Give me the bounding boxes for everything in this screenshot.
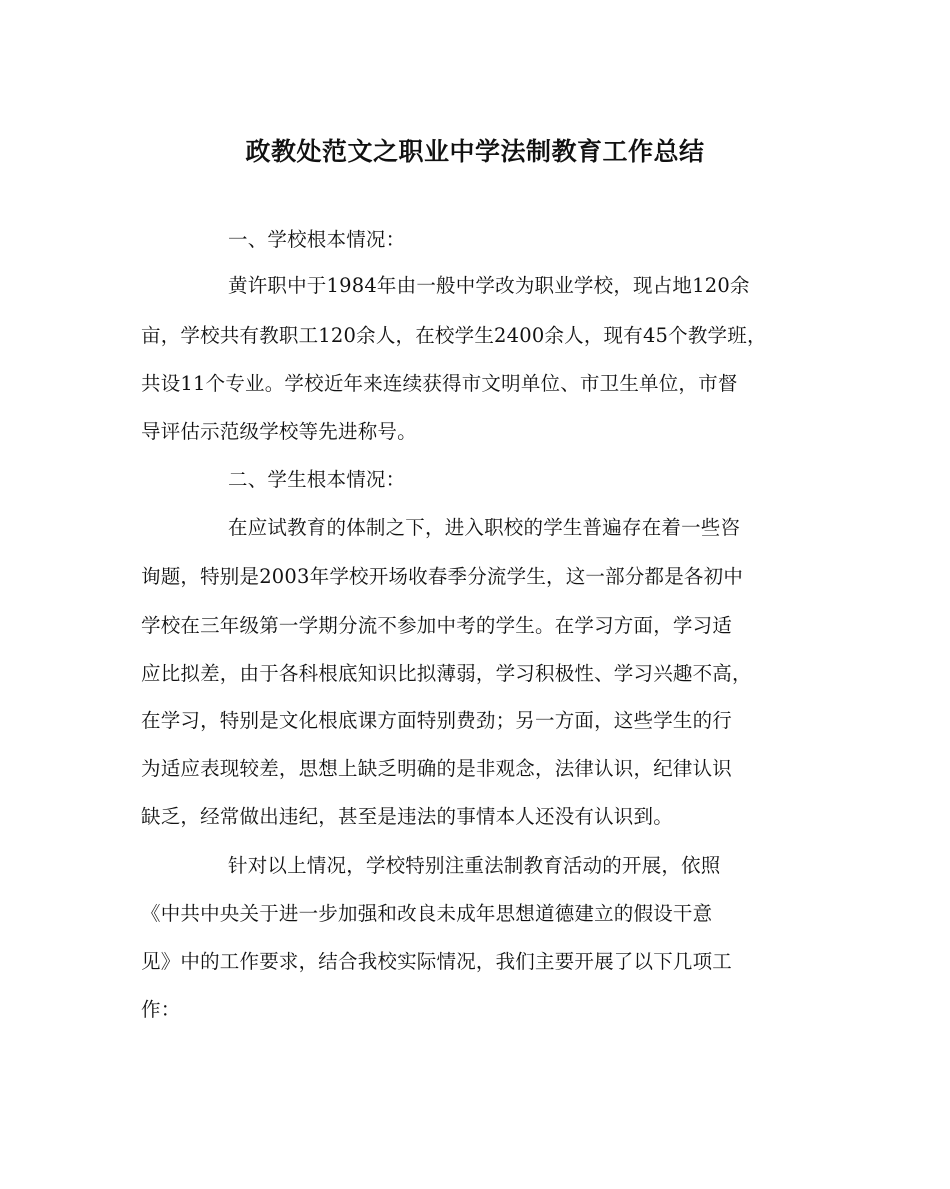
section-heading-1: 一、学校根本情况： [228,228,406,251]
paragraph-line: 在学习，特别是文化根底课方面特别费劲；另一方面，这些学生的行 [141,709,733,732]
paragraph-line: 亩，学校共有教职工120余人，在校学生2400余人，现有45个教学班， [141,324,767,347]
paragraph-line: 在应试教育的体制之下，进入职校的学生普遍存在着一些咨 [228,516,741,539]
paragraph-line: 作： [141,998,181,1021]
paragraph-line: 见》中的工作要求，结合我校实际情况，我们主要开展了以下几项工 [141,950,733,973]
paragraph-line: 针对以上情况，学校特别注重法制教育活动的开展，依照 [228,854,721,877]
paragraph-line: 学校在三年级第一学期分流不参加中考的学生。在学习方面，学习适 [141,614,733,637]
paragraph-line: 为适应表现较差，思想上缺乏明确的是非观念，法律认识，纪律认识 [141,757,733,780]
paragraph-line: 共设11个专业。学校近年来连续获得市文明单位、市卫生单位，市督 [141,372,738,395]
paragraph-line: 《中共中央关于进一步加强和改良未成年思想道德建立的假设干意 [141,902,713,925]
paragraph-line: 询题，特别是2003年学校开场收春季分流学生，这一部分都是各初中 [141,565,744,588]
paragraph-line: 缺乏，经常做出违纪，甚至是违法的事情本人还没有认识到。 [141,805,673,828]
document-title: 政教处范文之职业中学法制教育工作总结 [245,137,705,166]
paragraph-line: 黄许职中于1984年由一般中学改为职业学校，现占地120余 [228,274,750,297]
paragraph-line: 导评估示范级学校等先进称号。 [141,420,417,443]
paragraph-line: 应比拟差，由于各科根底知识比拟薄弱，学习积极性、学习兴趣不高， [141,662,752,685]
section-heading-2: 二、学生根本情况： [228,468,406,491]
